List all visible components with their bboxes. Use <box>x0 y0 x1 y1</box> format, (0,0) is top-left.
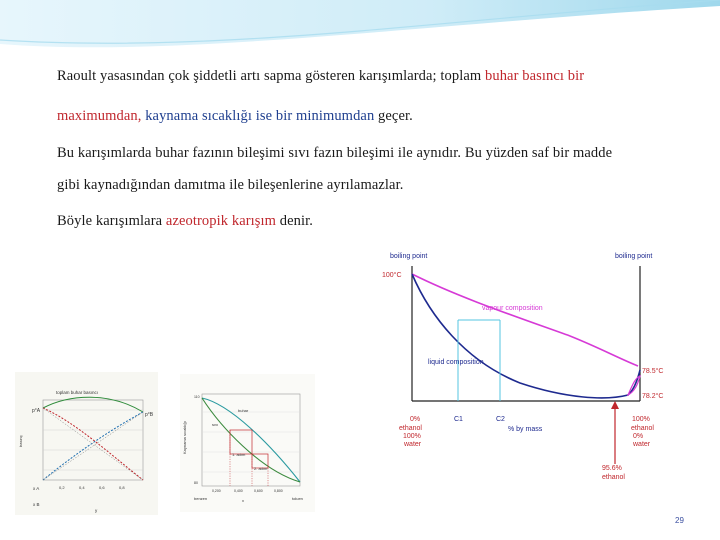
temperature-composition-figure <box>180 374 315 512</box>
az-left-lbl-2: ethanol <box>399 425 422 432</box>
page-number: 29 <box>675 516 684 525</box>
vp-pA-label: p°A <box>32 408 41 414</box>
tc-right-label: toluen <box>292 496 303 501</box>
az-bp-right: boiling point <box>615 253 653 260</box>
az-c2-label: C2 <box>496 416 505 423</box>
vp-tick-4: 0,8 <box>119 485 125 490</box>
text-line-1 <box>57 68 584 85</box>
vp-tick-1: 0,2 <box>59 485 65 490</box>
az-left-lbl-3: 100% <box>403 433 421 440</box>
svg-text:0,800: 0,800 <box>274 489 283 493</box>
az-bp-left: boiling point <box>390 253 428 260</box>
az-vapour-curve <box>412 274 638 366</box>
az-liquid-curve <box>412 274 640 398</box>
vp-title: toplam buhar basıncı <box>55 390 99 395</box>
header-decoration <box>0 0 720 62</box>
tc-step2-label: 2. adım <box>254 466 268 471</box>
line-1-text: Raoult yasasından çok şiddetli artı sapma gösteren karışımlarda; toplam <box>57 68 485 84</box>
text-line-5 <box>57 213 313 230</box>
vp-tick-2: 0,4 <box>79 485 85 490</box>
svg-text:110: 110 <box>194 395 200 399</box>
vp-tick-3: 0,6 <box>99 485 105 490</box>
az-temp-left: 100°C <box>382 272 402 279</box>
vapor-pressure-figure <box>15 372 158 515</box>
az-liquid-label: liquid composition <box>428 359 484 366</box>
svg-text:Kaynama sıcaklığı: Kaynama sıcaklığı <box>182 421 187 454</box>
line-4-text: gibi kaynadığından damıtma ile bileşenlerine ayrılamazlar. <box>57 177 404 193</box>
azeotrope-figure <box>370 246 675 486</box>
text-line-3 <box>57 145 612 162</box>
tc-liquid-label: sıvı <box>212 422 219 427</box>
svg-text:0,400: 0,400 <box>234 489 243 493</box>
line-2-highlight-blue: kaynama sıcaklığı ise bir minimumdan <box>141 108 375 124</box>
line-5-text-b: denir. <box>276 213 313 229</box>
az-left-lbl-4: water <box>404 441 422 448</box>
svg-text:80: 80 <box>194 481 198 485</box>
line-5-text-a: Böyle karışımlara <box>57 213 166 229</box>
az-right-lbl-4: water <box>633 441 651 448</box>
svg-text:basınç: basınç <box>18 435 23 447</box>
vp-xA-label: x A <box>33 486 40 491</box>
svg-text:0,600: 0,600 <box>254 489 263 493</box>
line-1-highlight: buhar basıncı bir <box>485 68 585 84</box>
az-temp-right-1: 78.5°C <box>642 368 664 375</box>
az-azeo-lbl-2: ethanol <box>602 474 625 481</box>
az-vapour-label: vapour composition <box>482 305 543 312</box>
svg-text:x: x <box>242 498 244 503</box>
az-c1-label: C1 <box>454 416 463 423</box>
text-line-2 <box>57 108 413 125</box>
az-right-lbl-2: ethanol <box>631 425 654 432</box>
line-3-text: Bu karışımlarda buhar fazının bileşimi sıvı fazın bileşimi ile aynıdır. Bu yüzden saf bir madde <box>57 145 613 161</box>
az-right-lbl-3: 0% <box>633 433 644 440</box>
line-2-text: geçer. <box>374 108 413 124</box>
tc-vapor-label: buhar <box>238 408 249 413</box>
az-temp-right-2: 78.2°C <box>642 393 664 400</box>
az-mass-label: % by mass <box>508 426 543 433</box>
az-azeo-lbl-1: 95.6% <box>602 465 622 472</box>
line-2-highlight-red: maximumdan, <box>57 108 142 124</box>
vp-pB-label: p°B <box>145 412 154 418</box>
vp-xB-label: x B <box>33 502 40 507</box>
az-left-lbl-1: 0% <box>410 416 421 423</box>
az-right-lbl-1: 100% <box>632 416 650 423</box>
az-arrow-head <box>611 401 619 409</box>
line-5-highlight: azeotropik karışım <box>165 213 277 229</box>
text-line-4 <box>57 177 403 194</box>
vp-y-label: y <box>95 508 98 513</box>
svg-text:0,200: 0,200 <box>212 489 221 493</box>
tc-step1-label: 1. adım <box>232 452 246 457</box>
tc-left-label: benzen <box>194 496 208 501</box>
